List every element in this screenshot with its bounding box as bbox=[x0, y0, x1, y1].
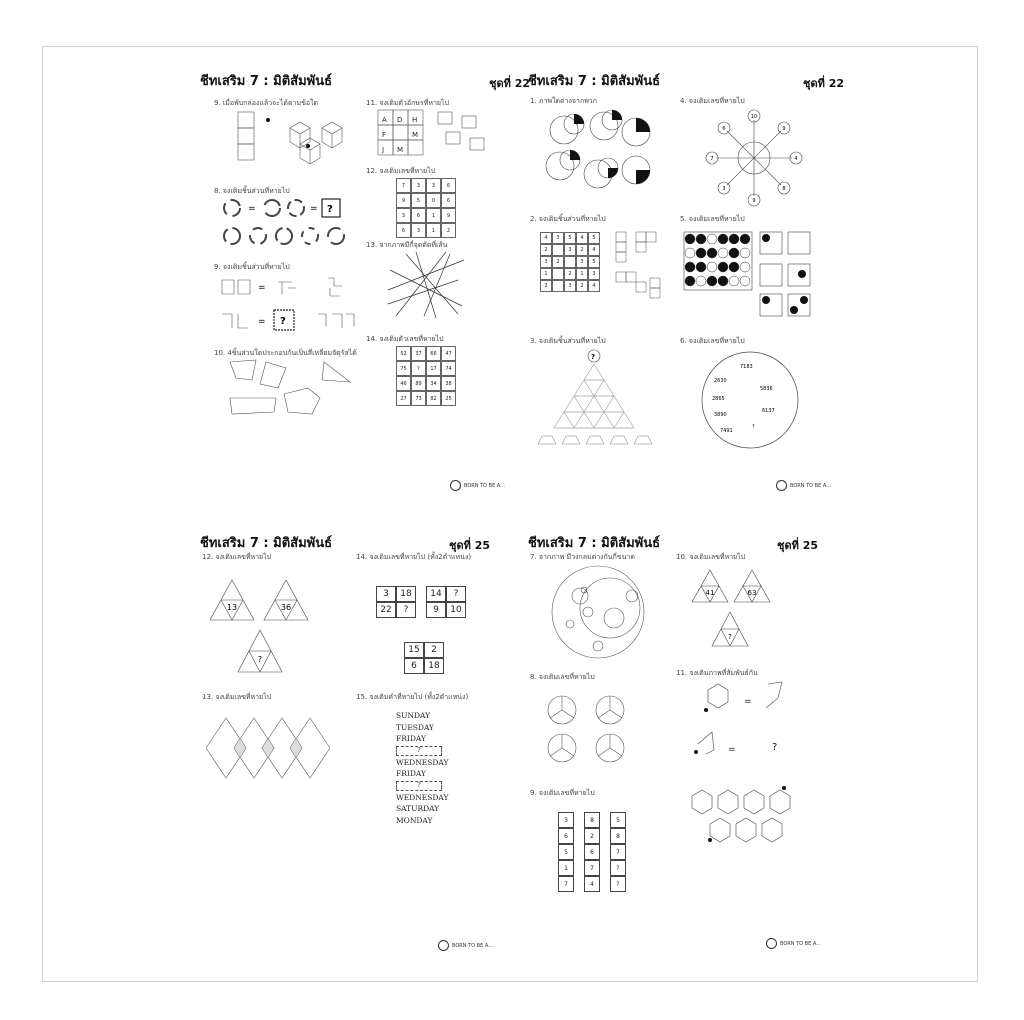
circle-number: 3890 bbox=[714, 412, 727, 418]
grid-cell: 5 bbox=[588, 232, 600, 244]
circle-number: 6137 bbox=[762, 408, 775, 414]
grid-cell: 9 bbox=[396, 193, 411, 208]
grid-cell: 3 bbox=[564, 280, 576, 292]
svg-text:?: ? bbox=[772, 742, 778, 753]
grid-cell: 4 bbox=[540, 232, 552, 244]
grid-cell: 3 bbox=[540, 256, 552, 268]
grid-cell: 74 bbox=[441, 361, 456, 376]
wheel-number: 8 bbox=[782, 186, 786, 192]
word-item: SATURDAY bbox=[396, 804, 440, 813]
word-item: MONDAY bbox=[396, 815, 433, 825]
grid-dot bbox=[740, 276, 750, 286]
number-wheel bbox=[704, 108, 804, 208]
word-item: TUESDAY bbox=[396, 722, 435, 732]
grid-dot bbox=[729, 248, 739, 258]
worksheet-title: ชีทเสริม 7 : มิติสัมพันธ์ bbox=[200, 536, 333, 551]
question-label: 8. จงเติมชิ้นส่วนที่หายไป bbox=[214, 187, 290, 195]
question-label: 2. จงเติมชิ้นส่วนที่หายไป bbox=[530, 215, 606, 223]
wheel-number: 7 bbox=[710, 156, 714, 162]
grid-cell: 17 bbox=[426, 361, 441, 376]
wheel-number: 9 bbox=[752, 198, 756, 204]
grid-letter: A bbox=[382, 116, 387, 124]
grid-dot bbox=[740, 248, 750, 258]
column-cell: 7 bbox=[584, 860, 600, 876]
number-box: ? bbox=[396, 602, 416, 618]
grid-dot bbox=[685, 262, 695, 272]
number-circle bbox=[700, 350, 800, 450]
word-item: SUNDAY bbox=[396, 711, 431, 720]
day-sequence bbox=[396, 710, 448, 826]
svg-text:=: = bbox=[258, 317, 266, 327]
question-label: 9. จงเติมเลขที่หายไป bbox=[530, 789, 595, 797]
column-cell: 7 bbox=[610, 844, 626, 860]
grid-cell: 5 bbox=[411, 193, 426, 208]
triangle-center-number: ? bbox=[728, 633, 732, 641]
grid-dot bbox=[718, 248, 728, 258]
word-item: FRIDAY bbox=[396, 734, 426, 743]
grid-cell: ? bbox=[411, 361, 426, 376]
number-box: 9 bbox=[426, 602, 446, 618]
number-grid-12 bbox=[396, 178, 456, 238]
word-item: WEDNESDAY bbox=[396, 757, 449, 767]
grid-letter: F bbox=[382, 131, 387, 139]
grid-dot bbox=[707, 262, 717, 272]
grid-cell: 3 bbox=[411, 223, 426, 238]
grid-cell: 3 bbox=[576, 256, 588, 268]
grid-cell bbox=[552, 280, 564, 292]
column-cell: 1 bbox=[558, 860, 574, 876]
circle-number: ? bbox=[752, 424, 755, 430]
question-label: 5. จงเติมเลขที่หายไป bbox=[680, 215, 745, 223]
number-box: 18 bbox=[424, 658, 444, 674]
svg-text:?: ? bbox=[591, 353, 596, 361]
grid-dot bbox=[740, 234, 750, 244]
grid-cell: 3 bbox=[564, 244, 576, 256]
number-box: 10 bbox=[446, 602, 466, 618]
grid-cell: 3 bbox=[552, 232, 564, 244]
grid-cell: 2 bbox=[441, 223, 456, 238]
grid-cell: 5 bbox=[588, 256, 600, 268]
grid-dot bbox=[685, 248, 695, 258]
question-label: 11. จงเติมตัวอักษรที่หายไป bbox=[366, 99, 449, 107]
grid-letter: H bbox=[412, 116, 418, 124]
number-box: 15 bbox=[404, 642, 424, 658]
grid-cell: 73 bbox=[411, 391, 426, 406]
grid-cell bbox=[552, 244, 564, 256]
question-label: 1. ภาพใดต่างจากพวก bbox=[530, 97, 597, 105]
set-number: ชุดที่ 22 bbox=[803, 77, 844, 90]
grid-cell: 2 bbox=[564, 268, 576, 280]
column-cell: 5 bbox=[610, 812, 626, 828]
question-label: 15. จงเติมคำที่หายไป (ทั้ง2ตำแหน่ง) bbox=[356, 693, 469, 701]
question-label: 6. จงเติมเลขที่หายไป bbox=[680, 337, 745, 345]
grid-dot bbox=[696, 276, 706, 286]
column-cell: 2 bbox=[584, 828, 600, 844]
grid-dot bbox=[707, 276, 717, 286]
grid-dot bbox=[696, 234, 706, 244]
grid-cell: 6 bbox=[441, 178, 456, 193]
question-label: 9. จงเติมชิ้นส่วนที่หายไป bbox=[214, 263, 290, 271]
circle-number: 2865 bbox=[712, 396, 725, 402]
wheel-number: 3 bbox=[722, 186, 726, 192]
grid-cell: 25 bbox=[441, 391, 456, 406]
question-label: 12. จงเติมเลขที่หายไป bbox=[202, 553, 272, 561]
grid-cell: 9 bbox=[441, 208, 456, 223]
question-label: 12. จงเติมเลขที่หายไป bbox=[366, 167, 436, 175]
column-cell: 4 bbox=[584, 876, 600, 892]
worksheet-top-left bbox=[200, 70, 530, 490]
word-blank[interactable]: ? bbox=[396, 781, 442, 791]
column-cell: 8 bbox=[584, 812, 600, 828]
grid-cell: 66 bbox=[426, 346, 441, 361]
diamond-lattice bbox=[206, 716, 330, 780]
grid-cell: 7 bbox=[396, 178, 411, 193]
column-cell: ? bbox=[610, 860, 626, 876]
grid-cell: 1 bbox=[426, 208, 441, 223]
circles-odd-one-figure bbox=[540, 104, 660, 196]
grid-cell: 6 bbox=[411, 208, 426, 223]
worksheet-bottom-left bbox=[200, 532, 530, 952]
grid-dot bbox=[696, 248, 706, 258]
triangle-center-number: 41 bbox=[705, 589, 715, 597]
number-box: 2 bbox=[424, 642, 444, 658]
box-fold-figure bbox=[230, 108, 360, 168]
svg-text:=: = bbox=[728, 745, 736, 755]
grid-cell: 52 bbox=[396, 346, 411, 361]
set-number: ชุดที่ 25 bbox=[449, 539, 490, 552]
grid-dot bbox=[718, 234, 728, 244]
question-label: 13. จงเติมเลขที่หายไป bbox=[202, 693, 272, 701]
grid-cell: 0 bbox=[426, 193, 441, 208]
hexagon-relation-figure bbox=[688, 680, 818, 870]
column-cell: 7 bbox=[558, 876, 574, 892]
circle-number: 7491 bbox=[720, 428, 733, 434]
dot-grid-figure bbox=[682, 230, 822, 320]
shape-pieces-figure bbox=[218, 274, 363, 336]
grid-letter: M bbox=[412, 131, 419, 139]
grid-cell: 2 bbox=[576, 244, 588, 256]
column-cell: 6 bbox=[584, 844, 600, 860]
question-label: 14. จงเติมตัวเลขที่หายไป bbox=[366, 335, 444, 343]
grid-dot bbox=[707, 234, 717, 244]
word-blank[interactable]: ? bbox=[396, 746, 442, 756]
grid-cell: 3 bbox=[396, 208, 411, 223]
svg-text:=: = bbox=[744, 697, 752, 707]
brand-logo: BORN TO BE A... bbox=[438, 940, 493, 951]
grid-cell bbox=[552, 268, 564, 280]
triangle-center-number: 63 bbox=[747, 589, 757, 597]
svg-text:=: = bbox=[258, 283, 266, 293]
svg-text:?: ? bbox=[327, 204, 333, 215]
grid-letter: M bbox=[397, 146, 404, 154]
grid-dot bbox=[685, 234, 695, 244]
grid-dot bbox=[718, 276, 728, 286]
svg-text:?: ? bbox=[280, 316, 286, 327]
question-label: 4. จงเติมเลขที่หายไป bbox=[680, 97, 745, 105]
wheel-number: 4 bbox=[794, 156, 798, 162]
number-columns bbox=[558, 812, 638, 892]
triangle-center-number: ? bbox=[257, 655, 263, 664]
grid-cell: 75 bbox=[396, 361, 411, 376]
grid-cell: 2 bbox=[576, 280, 588, 292]
grid-cell: 34 bbox=[426, 376, 441, 391]
word-item: FRIDAY bbox=[396, 769, 426, 778]
grid-cell: 6 bbox=[441, 193, 456, 208]
grid-cell: 3 bbox=[411, 178, 426, 193]
number-box: 22 bbox=[376, 602, 396, 618]
grid-cell: 27 bbox=[396, 391, 411, 406]
pie-number-figure bbox=[544, 694, 634, 766]
arc-pattern-figure bbox=[220, 196, 360, 254]
grid-cell: 2 bbox=[540, 244, 552, 256]
worksheet-bottom-right bbox=[528, 532, 858, 952]
grid-cell bbox=[564, 256, 576, 268]
grid-dot bbox=[729, 234, 739, 244]
svg-text:=: = bbox=[310, 204, 318, 214]
number-box: 3 bbox=[376, 586, 396, 602]
grid-dot bbox=[740, 262, 750, 272]
column-cell: ? bbox=[610, 876, 626, 892]
number-triangles bbox=[208, 578, 328, 674]
grid-cell: 82 bbox=[426, 391, 441, 406]
grid-cell: 3 bbox=[588, 268, 600, 280]
question-label: 10. 4ชิ้นส่วนใดประกอบกันเป็นสี่เหลี่ยมจัตุรัสได้ bbox=[214, 349, 357, 357]
question-label: 11. จงเติมภาพที่สัมพันธ์กัน bbox=[676, 669, 758, 677]
column-cell: 5 bbox=[558, 844, 574, 860]
wheel-number: 10 bbox=[750, 114, 758, 120]
crossing-lines-figure bbox=[386, 250, 466, 320]
grid-cell: 1 bbox=[576, 268, 588, 280]
number-grid-2 bbox=[540, 232, 600, 292]
grid-dot bbox=[707, 248, 717, 258]
question-label: 7. จากภาพ มีวงกลมต่างกันกี่ขนาด bbox=[530, 553, 635, 561]
grid-cell: 47 bbox=[441, 346, 456, 361]
grid-cell: 5 bbox=[564, 232, 576, 244]
nested-circles-figure bbox=[548, 562, 648, 662]
grid-cell: 1 bbox=[540, 268, 552, 280]
column-cell: 6 bbox=[558, 828, 574, 844]
number-box-grids bbox=[376, 586, 466, 676]
number-grid-14 bbox=[396, 346, 456, 406]
grid-cell: 89 bbox=[411, 376, 426, 391]
word-item: WEDNESDAY bbox=[396, 792, 449, 802]
triangle-center-number: 13 bbox=[226, 603, 238, 612]
column-cell: 8 bbox=[610, 828, 626, 844]
wheel-number: 6 bbox=[722, 126, 726, 132]
grid-cell: 6 bbox=[396, 223, 411, 238]
circle-number: 5836 bbox=[760, 386, 773, 392]
brand-logo: BORN TO BE A... bbox=[450, 480, 505, 491]
question-label: 14. จงเติมเลขที่หายไป (ทั้ง2ตำแหน่ง) bbox=[356, 553, 472, 561]
grid-letter: J bbox=[382, 146, 385, 154]
wheel-number: 9 bbox=[782, 126, 786, 132]
triangle-center-number: 36 bbox=[280, 603, 292, 612]
column-cell: 3 bbox=[558, 812, 574, 828]
polygon-pieces-figure bbox=[228, 358, 358, 420]
question-label: 3. จงเติมชิ้นส่วนที่หายไป bbox=[530, 337, 606, 345]
letter-grid bbox=[376, 108, 506, 158]
number-box: 14 bbox=[426, 586, 446, 602]
question-label: 8. จงเติมเลขที่หายไป bbox=[530, 673, 595, 681]
grid-cell: 46 bbox=[396, 376, 411, 391]
worksheet-title: ชีทเสริม 7 : มิติสัมพันธ์ bbox=[528, 74, 661, 89]
grid-cell: 2 bbox=[552, 256, 564, 268]
brand-logo: BORN TO BE A... bbox=[776, 480, 831, 491]
grid-dot bbox=[685, 276, 695, 286]
number-box: 18 bbox=[396, 586, 416, 602]
grid-dot bbox=[729, 262, 739, 272]
set-number: ชุดที่ 25 bbox=[777, 539, 818, 552]
question-label: 10. จงเติมเลขที่หายไป bbox=[676, 553, 746, 561]
grid-dot bbox=[718, 262, 728, 272]
grid-dot bbox=[729, 276, 739, 286]
grid-cell: 4 bbox=[588, 244, 600, 256]
grid-cell: 1 bbox=[426, 223, 441, 238]
number-box: ? bbox=[446, 586, 466, 602]
triangle-pattern-figure bbox=[538, 348, 668, 448]
number-box: 6 bbox=[404, 658, 424, 674]
grid-dot bbox=[696, 262, 706, 272]
question-label: 13. จากภาพมีกี่จุดตัดที่เส้น bbox=[366, 241, 448, 249]
grid-cell: 38 bbox=[441, 376, 456, 391]
grid-cell: 4 bbox=[576, 232, 588, 244]
svg-text:=: = bbox=[248, 204, 256, 214]
worksheet-title: ชีทเสริม 7 : มิติสัมพันธ์ bbox=[200, 74, 333, 89]
worksheet-top-right bbox=[528, 70, 858, 490]
grid-cell: 37 bbox=[411, 346, 426, 361]
circle-number: 2630 bbox=[714, 378, 727, 384]
grid-letter: D bbox=[397, 116, 403, 124]
number-triangles bbox=[690, 568, 780, 648]
brand-logo: BORN TO BE A... bbox=[766, 938, 821, 949]
piece-options-figure bbox=[614, 230, 666, 304]
circle-number: 7183 bbox=[740, 364, 753, 370]
grid-cell: 4 bbox=[588, 280, 600, 292]
set-number: ชุดที่ 22 bbox=[489, 77, 530, 90]
question-label: 9. เมื่อพับกล่องแล้วจะได้ตามข้อใด bbox=[214, 99, 319, 107]
grid-cell: 2 bbox=[540, 280, 552, 292]
worksheet-title: ชีทเสริม 7 : มิติสัมพันธ์ bbox=[528, 536, 661, 551]
grid-cell: 3 bbox=[426, 178, 441, 193]
